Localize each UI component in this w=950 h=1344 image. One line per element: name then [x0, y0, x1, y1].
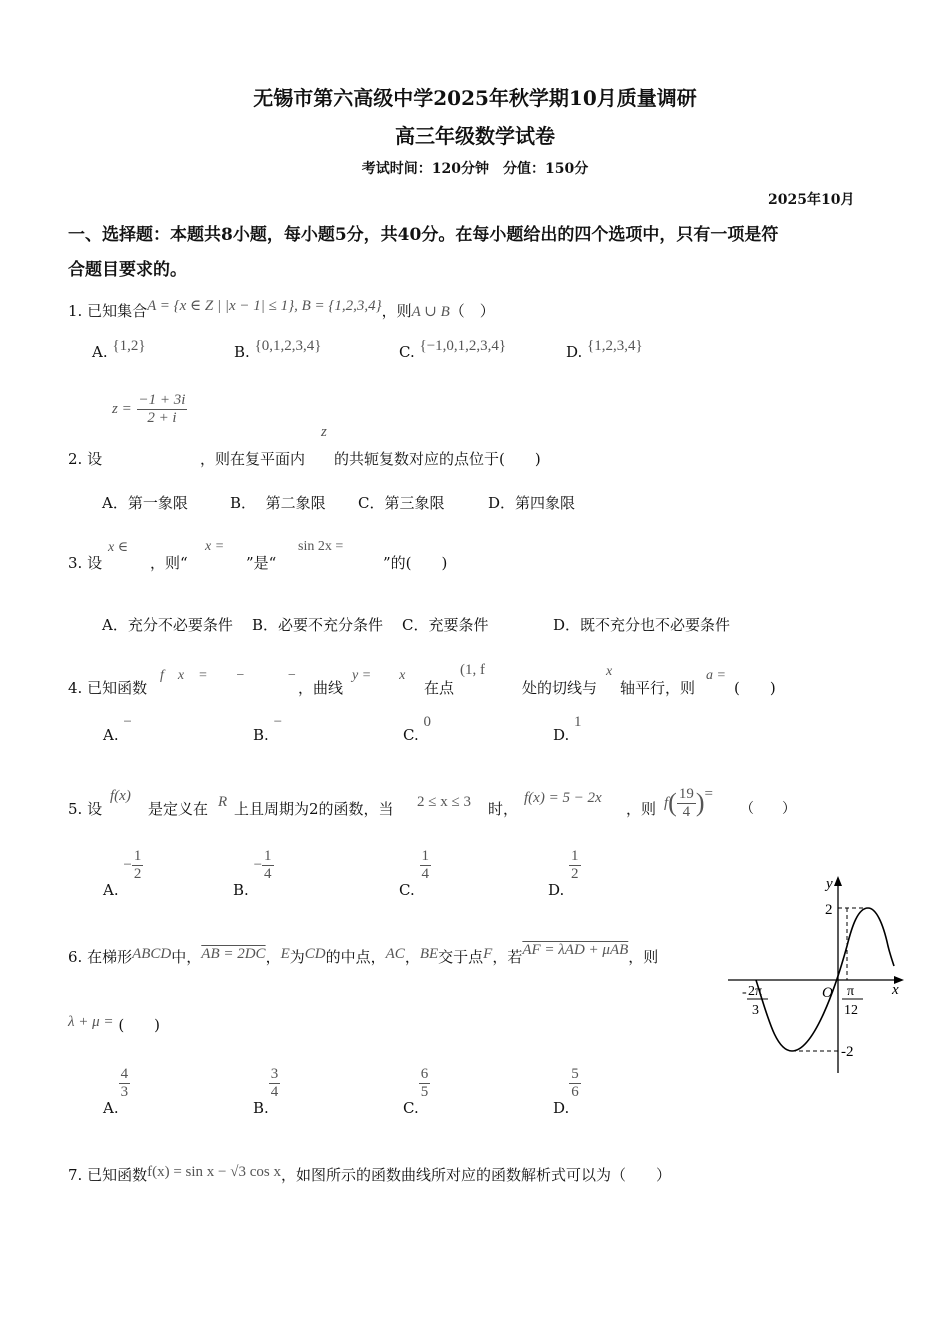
section-heading-line2: 合题目要求的。 — [68, 260, 187, 280]
q1-option-d[interactable]: D. {1,2,3,4} — [566, 338, 643, 361]
q3-option-c[interactable]: C．充要条件 — [402, 616, 489, 634]
page-title: 无锡市第六高级中学2025年秋学期10月质量调研 — [253, 86, 697, 110]
q5-math-2: R — [218, 794, 228, 810]
question-3-part3: ”是“ — [246, 554, 277, 572]
q5-f-value: f( $\frac{19}{4}$ )= — [664, 786, 713, 820]
section-heading-line1: 一、选择题：本题共8小题，每小题5分，共40分。在每小题给出的四个选项中，只有一项是符 — [68, 225, 779, 245]
set-definition: A = {x ∈ Z | |x − 1| ≤ 1}, B = {1,2,3,4} — [147, 298, 382, 314]
q3-option-b[interactable]: B．必要不充分条件 — [252, 616, 384, 634]
question-2-middle: ，则在复平面内 — [200, 450, 306, 468]
right-x-label-den: 12 — [844, 1003, 858, 1018]
x-axis-label: x — [892, 982, 899, 998]
q4-math-2: y = x — [352, 668, 406, 683]
q4-math-1: f x = − − — [160, 668, 297, 683]
y-axis-arrow — [834, 876, 842, 886]
question-5-prefix: 5. 设 — [68, 800, 103, 818]
q2-z-var: z — [321, 424, 327, 440]
question-5-paren: （ ） — [740, 801, 796, 817]
max-value-label: 2 — [825, 902, 833, 918]
q1-option-c[interactable]: C. {−1,0,1,2,3,4} — [399, 338, 507, 361]
q2-option-b[interactable]: B． 第二象限 — [230, 494, 326, 512]
right-x-label-num: π — [847, 984, 855, 999]
q5-option-b[interactable]: B. − $\frac{1}{4}$ — [233, 848, 272, 899]
q4-option-d[interactable]: D. 1 — [553, 714, 582, 744]
left-x-label-sign: - — [742, 985, 747, 1000]
question-4-part5: 轴平行，则 — [620, 679, 696, 697]
q4-math-5: a = — [706, 668, 726, 683]
q5-option-a[interactable]: A. − $\frac{1}{2}$ — [103, 848, 142, 899]
y-axis-label: y — [826, 876, 833, 892]
q4-math-4: x — [606, 664, 613, 679]
left-x-label-den: 3 — [752, 1003, 759, 1018]
q1-option-b[interactable]: B. {0,1,2,3,4} — [234, 338, 322, 361]
question-5-part5: ，则 — [626, 800, 657, 818]
q4-option-b[interactable]: B. − — [253, 714, 283, 744]
question-4-prefix: 4. 已知函数 — [68, 679, 148, 697]
question-4-part2: ，曲线 — [298, 679, 344, 697]
q5-option-c[interactable]: C. $\frac{1}{4}$ — [399, 848, 429, 899]
question-7: 7. 已知函数f(x) = sin x − √3 cos x，如图所示的函数曲线所对应的函数解析式可以为（ ） — [68, 1164, 671, 1184]
q5-math-1: f(x) — [110, 788, 131, 804]
origin-label: O — [822, 985, 833, 1001]
question-4-part4: 处的切线与 — [522, 679, 598, 697]
page-subtitle: 高三年级数学试卷 — [395, 124, 555, 148]
sine-graph — [728, 868, 908, 1078]
exam-date: 2025年10月 — [768, 192, 855, 208]
question-2-prefix: 2. 设 — [68, 450, 103, 468]
question-3-prefix: 3. 设 — [68, 554, 103, 572]
q3-math-3: sin 2x = — [298, 539, 344, 554]
question-1: 1. 已知集合A = {x ∈ Z | |x − 1| ≤ 1}, B = {1,2,3,4}，则A ∪ B（ ） — [68, 298, 495, 320]
q6-option-a[interactable]: A. $\frac{4}{3}$ — [103, 1066, 129, 1117]
question-5-part3: 上且周期为2的函数，当 — [234, 800, 394, 818]
question-4-part3: 在点 — [424, 679, 455, 697]
q4-option-a[interactable]: A. − — [103, 714, 132, 744]
exam-info: 考试时间：120分钟 分值：150分 — [361, 161, 589, 177]
q2-z-formula: z = $\frac{-1 + 3i}{2 + i}$ — [112, 392, 186, 426]
q1-option-a[interactable]: A. {1,2} — [92, 338, 146, 361]
left-x-label-num: 2π — [748, 984, 763, 999]
q3-option-d[interactable]: D．既不充分也不必要条件 — [553, 616, 731, 634]
question-6-line2: λ + μ = ( ) — [68, 1014, 161, 1034]
q2-option-a[interactable]: A．第一象限 — [102, 494, 188, 512]
question-5-part2: 是定义在 — [148, 800, 209, 818]
q4-math-3: (1, f — [460, 662, 485, 678]
question-2-suffix: 的共轭复数对应的点位于( ) — [334, 450, 541, 468]
question-5-part4: 时， — [488, 800, 519, 818]
q4-option-c[interactable]: C. 0 — [403, 714, 431, 744]
q5-math-4: f(x) = 5 − 2x — [524, 790, 602, 806]
q6-option-c[interactable]: C. $\frac{6}{5}$ — [403, 1066, 429, 1117]
q5-math-3: 2 ≤ x ≤ 3 — [417, 794, 471, 810]
question-4-part6: ( ) — [734, 679, 776, 697]
question-6: 6. 在梯形ABCD中，AB = 2DC，E为CD的中点，AC，BE交于点F，若AF = λAD + μAB，则 — [68, 942, 659, 966]
q3-math-2: x = — [205, 539, 225, 554]
q3-math-1: x ∈ — [108, 540, 129, 555]
q5-option-d[interactable]: D. $\frac{1}{2}$ — [548, 848, 579, 899]
q2-option-c[interactable]: C．第三象限 — [358, 494, 445, 512]
question-3-part2: ，则“ — [150, 554, 188, 572]
q6-option-b[interactable]: B. $\frac{3}{4}$ — [253, 1066, 279, 1117]
min-value-label: -2 — [841, 1044, 854, 1060]
q3-option-a[interactable]: A．充分不必要条件 — [102, 616, 233, 634]
q2-option-d[interactable]: D．第四象限 — [488, 494, 576, 512]
q6-option-d[interactable]: D. $\frac{5}{6}$ — [553, 1066, 579, 1117]
question-3-part4: ”的( ) — [383, 554, 448, 572]
